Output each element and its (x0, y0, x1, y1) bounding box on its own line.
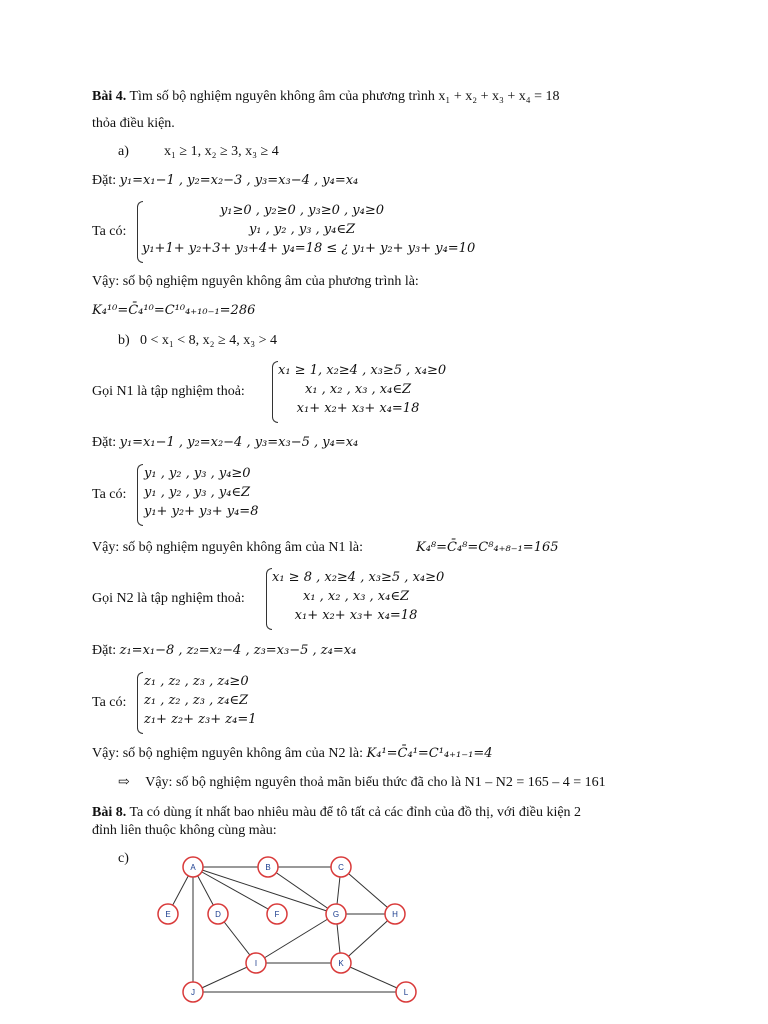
bai8-text1: Ta có dùng ít nhất bao nhiêu màu để tô tất cả các đỉnh của đồ thị, với điều kiện 2 (129, 805, 582, 820)
n2-sys2-line: z₁+ z₂+ z₃+ z₄=1 (144, 712, 257, 727)
n2-sys-line: x₁ , x₂ , x₃ , x₄∈Z (302, 589, 410, 604)
a-dat-label: Đặt: (92, 173, 117, 188)
n1-label: Gọi N1 là tập nghiệm thoả: (92, 384, 245, 399)
n2-dat-label: Đặt: (92, 643, 117, 658)
part-c-label: c) (118, 851, 129, 866)
a-vay: Vậy: số bộ nghiệm nguyên không âm của phương trình là: (92, 274, 419, 289)
b-dat-eq: y₁=x₁−1 , y₂=x₂−4 , y₃=x₃−5 , y₄=x₄ (119, 435, 359, 450)
n2-sys-line: x₁+ x₂+ x₃+ x₄=18 (294, 608, 418, 623)
n2-vay: Vậy: số bộ nghiệm nguyên không âm của N2 là: (92, 746, 364, 761)
vertex-label-A: A (190, 863, 196, 872)
vertex-label-H: H (392, 910, 398, 919)
n2-sys2-line: z₁ , z₂ , z₃ , z₄∈Z (144, 693, 249, 708)
a-dat-eq: y₁=x₁−1 , y₂=x₂−3 , y₃=x₃−4 , y₄=x₄ (119, 173, 359, 188)
n1-sys-line: x₁ ≥ 1, x₂≥4 , x₃≥5 , x₄≥0 (278, 363, 447, 378)
vertex-label-K: K (338, 959, 344, 968)
a-sys-line: y₁≥0 , y₂≥0 , y₃≥0 , y₄≥0 (219, 203, 385, 218)
vertex-label-E: E (165, 910, 171, 919)
vertex-label-F: F (274, 910, 280, 919)
bai4-title: Bài 4. (92, 89, 127, 104)
bai4-text1: Tìm số bộ nghiệm nguyên không âm của phương trình x₁ + x₂ + x₃ + x₄ = 18 (129, 89, 560, 104)
vertex-label-I: I (254, 959, 258, 968)
bai4-text2: thỏa điều kiện. (92, 116, 175, 131)
edge-H-K (341, 914, 395, 963)
vertex-label-L: L (403, 988, 409, 997)
b-dat-label: Đặt: (92, 435, 117, 450)
b-taco-label: Ta có: (92, 487, 127, 502)
vertex-label-C: C (338, 863, 344, 872)
n2-label: Gọi N2 là tập nghiệm thoả: (92, 591, 245, 606)
part-a-condition: x₁ ≥ 1, x₂ ≥ 3, x₃ ≥ 4 (164, 144, 279, 159)
part-b-label: b) (118, 333, 130, 348)
b-sys-line: y₁ , y₂ , y₃ , y₄≥0 (144, 466, 251, 481)
n2-sys2-line: z₁ , z₂ , z₃ , z₄≥0 (144, 674, 249, 689)
part-a-label: a) (118, 144, 129, 159)
n1-sys-line: x₁ , x₂ , x₃ , x₄∈Z (304, 382, 412, 397)
a-sys-line: y₁ , y₂ , y₃ , y₄∈Z (248, 222, 356, 237)
vertex-label-D: D (215, 910, 221, 919)
n2-dat-eq: z₁=x₁−8 , z₂=x₂−4 , z₃=x₃−5 , z₄=x₄ (119, 643, 357, 658)
vertex-label-B: B (265, 863, 271, 872)
a-taco-label: Ta có: (92, 224, 127, 239)
arrow-icon: ⇨ (118, 775, 130, 790)
n1-vay: Vậy: số bộ nghiệm nguyên không âm của N1 là: (92, 540, 364, 555)
bai8-title: Bài 8. (92, 805, 127, 820)
vertex-label-G: G (332, 910, 340, 919)
b-sys-line: y₁ , y₂ , y₃ , y₄∈Z (144, 485, 251, 500)
b-sys-line: y₁+ y₂+ y₃+ y₄=8 (144, 504, 259, 519)
part-b-condition: 0 < x₁ < 8, x₂ ≥ 4, x₃ > 4 (140, 333, 278, 348)
final-text: Vậy: số bộ nghiệm nguyên thoả mãn biểu thức đã cho là N1 – N2 = 165 – 4 = 161 (145, 775, 606, 790)
a-result: K₄¹⁰=C̄₄¹⁰=C¹⁰₄₊₁₀₋₁=286 (92, 303, 256, 318)
edge-G-I (256, 914, 336, 963)
n1-result: K₄⁸=C̄₄⁸=C⁸₄₊₈₋₁=165 (416, 540, 559, 555)
vertex-label-J: J (191, 988, 195, 997)
bai8-text2: đỉnh liên thuộc không cùng màu: (92, 823, 277, 838)
n2-result: K₄¹=C̄₄¹=C¹₄₊₁₋₁=4 (366, 746, 493, 761)
n2-taco-label: Ta có: (92, 695, 127, 710)
n1-sys-line: x₁+ x₂+ x₃+ x₄=18 (296, 401, 420, 416)
a-sys-line: y₁+1+ y₂+3+ y₃+4+ y₄=18 ≤ ¿ y₁+ y₂+ y₃+ y₄=10 (142, 241, 476, 256)
n2-sys-line: x₁ ≥ 8 , x₂≥4 , x₃≥5 , x₄≥0 (272, 570, 445, 585)
